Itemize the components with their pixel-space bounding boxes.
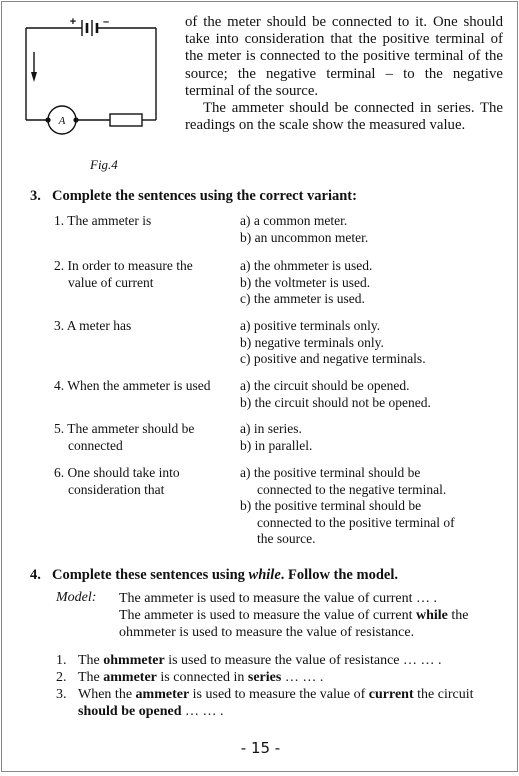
question-5-option-a: a) in series. [240,421,302,436]
meter-terminal-right [73,117,78,122]
question-6 [54,465,234,498]
exercise-4-item-3 [56,686,506,720]
question-6-option-a: a) the positive terminal should be connected to the negative terminal. [240,465,447,497]
question-5-options [240,421,502,454]
item-2-mid: is connected in [156,670,248,685]
circuit-diagram [20,12,170,152]
item-3-mid: is used to measure the value of [189,687,369,702]
question-2-text: 2. In order to measure the value of current [54,258,193,290]
exercise-4-title-start: Complete these sentences using [52,567,249,583]
question-4-option-b: b) the circuit should not be opened. [240,394,431,410]
question-1-option-b: b) an uncommon meter. [240,229,369,245]
question-4-options [240,378,502,411]
question-2-options [240,258,502,308]
question-2-option-b: b) the voltmeter is used. [240,274,371,290]
current-arrow-head [31,72,37,82]
exercise-4-item-1 [56,652,506,669]
exercise-4-number: 4. [30,567,41,583]
exercise-3-title: Complete the sentences using the correct variant: [52,188,357,204]
item-1-end: is used to measure the value of resistance … … . [164,653,442,668]
model-line-2 [119,607,507,641]
minus-sign: – [102,16,110,28]
item-2-start: The [78,670,104,685]
item-3-text [78,686,506,720]
resistor [110,114,142,126]
model-text [119,590,507,641]
item-3-end: … … . [181,704,224,719]
model-label: Model: [56,590,97,605]
item-1-text [78,652,506,669]
model-line-1: The ammeter is used to measure the value of current … . [119,591,437,606]
exercise-3-heading [30,188,357,205]
model-line-2-start: The ammeter is used to measure the value of current [119,608,416,623]
model-line-2-bold: while [416,608,448,623]
meter-terminal-left [45,117,50,122]
item-1-number: 1. [56,653,67,668]
item-3-bold-2: current [368,687,414,702]
question-2-option-c: c) the ammeter is used. [240,291,365,306]
question-3-option-b: b) negative terminals only. [240,334,384,350]
question-3-options [240,318,502,368]
item-3-bold: ammeter [135,687,190,702]
question-3-option-a: a) positive terminals only. [240,318,381,333]
item-1-start: The [78,653,104,668]
exercise-4-title-end: . Follow the model. [280,567,398,583]
question-5-text: 5. The ammeter should be connected [54,421,195,453]
question-1-option-a: a) a common meter. [240,213,348,228]
page [1,1,518,772]
plus-sign: + [69,16,77,28]
question-6-option-b: b) the positive terminal should be connected to the positive terminal of the source. [240,498,455,546]
item-2-bold-2: series [247,670,282,685]
exercise-4-heading [30,567,398,584]
question-4-text: 4. When the ammeter is used [54,378,211,393]
item-1-bold: ohmmeter [103,653,165,668]
question-3 [54,318,234,335]
figure-caption: Fig.4 [90,157,118,172]
question-2-option-a: a) the ohmmeter is used. [240,258,373,273]
model-line-2-end: the ohmmeter is used to measure the value of resistance. [119,608,469,640]
exercise-4-title-emphasis: while [248,567,281,583]
question-1-text: 1. The ammeter is [54,213,152,228]
exercise-3-number: 3. [30,188,41,204]
item-3-bold-3: should be opened [78,704,182,719]
intro-text [185,14,503,134]
item-2-bold: ammeter [103,670,157,685]
item-3-mid-2: the circuit [413,687,474,702]
question-5 [54,421,234,454]
question-1 [54,213,234,230]
question-6-options [240,465,472,548]
exercise-4-items [56,652,506,720]
item-2-number: 2. [56,670,67,685]
question-3-option-c: c) positive and negative terminals. [240,351,426,366]
question-1-options [240,213,502,246]
intro-paragraph-1: of the meter should be connected to it. One should take into consideration that the positive terminal of the meter is connected to the positive terminal of the source; the negative terminal – to the negative terminal of the source. [185,14,503,99]
page-number: - 15 - [240,739,281,757]
item-2-end: … … . [281,670,324,685]
question-4 [54,378,234,395]
question-2 [54,258,219,291]
exercise-4-item-2 [56,669,506,686]
question-6-text: 6. One should take into consideration that [54,465,180,497]
item-3-number: 3. [56,687,67,702]
item-3-start: When the [78,687,136,702]
question-3-text: 3. A meter has [54,318,132,333]
question-5-option-b: b) in parallel. [240,437,313,453]
intro-paragraph-2: The ammeter should be connected in series. The readings on the scale show the measured value. [185,100,503,134]
meter-label: A [58,115,66,127]
question-4-option-a: a) the circuit should be opened. [240,378,410,393]
item-2-text [78,669,506,686]
